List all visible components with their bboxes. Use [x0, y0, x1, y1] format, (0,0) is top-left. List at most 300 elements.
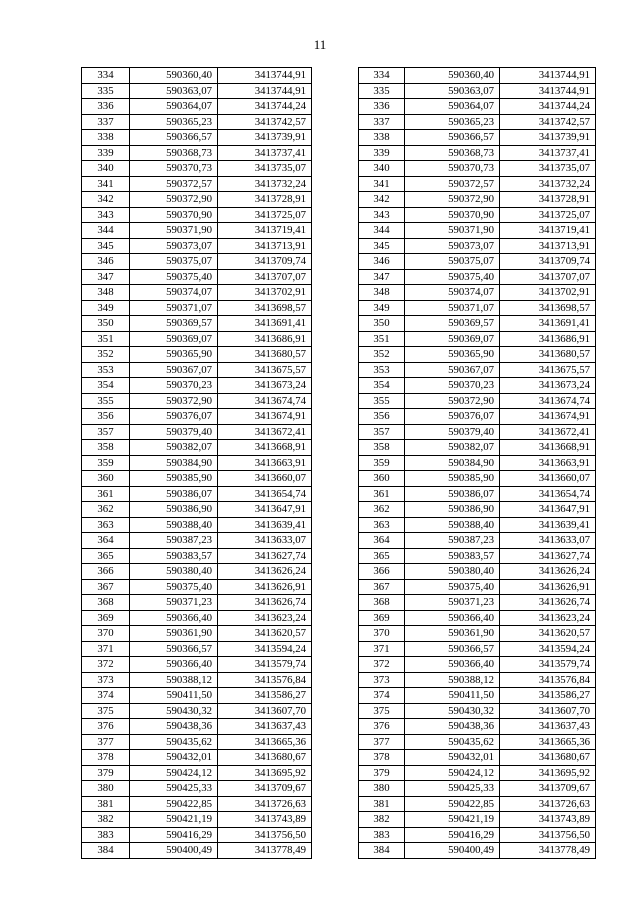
table-row	[359, 409, 596, 425]
x-coordinate-cell: 590363,07	[130, 83, 218, 99]
point-number-cell: 345	[82, 238, 130, 254]
y-coordinate-cell: 3413654,74	[500, 486, 596, 502]
table-row	[359, 657, 596, 673]
y-coordinate-cell: 3413586,27	[218, 688, 312, 704]
x-coordinate-cell: 590388,40	[405, 517, 500, 533]
y-coordinate-cell: 3413668,91	[218, 440, 312, 456]
point-number-cell: 371	[359, 641, 405, 657]
y-coordinate-cell: 3413675,57	[500, 362, 596, 378]
point-number-cell: 337	[82, 114, 130, 130]
point-number-cell: 384	[82, 843, 130, 859]
y-coordinate-cell: 3413626,91	[218, 579, 312, 595]
table-row	[82, 812, 312, 828]
table-row	[82, 471, 312, 487]
table-row	[359, 176, 596, 192]
table-row	[82, 734, 312, 750]
y-coordinate-cell: 3413709,74	[500, 254, 596, 270]
point-number-cell: 358	[359, 440, 405, 456]
x-coordinate-cell: 590360,40	[130, 68, 218, 84]
table-row	[359, 641, 596, 657]
point-number-cell: 349	[359, 300, 405, 316]
y-coordinate-cell: 3413626,24	[500, 564, 596, 580]
x-coordinate-cell: 590387,23	[130, 533, 218, 549]
x-coordinate-cell: 590438,36	[405, 719, 500, 735]
table-row	[82, 750, 312, 766]
point-number-cell: 379	[359, 765, 405, 781]
point-number-cell: 342	[82, 192, 130, 208]
point-number-cell: 384	[359, 843, 405, 859]
x-coordinate-cell: 590366,40	[405, 610, 500, 626]
table-row	[359, 626, 596, 642]
x-coordinate-cell: 590424,12	[130, 765, 218, 781]
point-number-cell: 373	[359, 672, 405, 688]
y-coordinate-cell: 3413663,91	[218, 455, 312, 471]
point-number-cell: 370	[359, 626, 405, 642]
x-coordinate-cell: 590373,07	[130, 238, 218, 254]
table-row	[82, 285, 312, 301]
point-number-cell: 374	[359, 688, 405, 704]
table-row	[82, 796, 312, 812]
y-coordinate-cell: 3413709,74	[218, 254, 312, 270]
x-coordinate-cell: 590369,57	[405, 316, 500, 332]
y-coordinate-cell: 3413674,91	[500, 409, 596, 425]
point-number-cell: 349	[82, 300, 130, 316]
x-coordinate-cell: 590369,57	[130, 316, 218, 332]
y-coordinate-cell: 3413707,07	[218, 269, 312, 285]
table-row	[359, 114, 596, 130]
point-number-cell: 367	[82, 579, 130, 595]
table-row	[82, 765, 312, 781]
page-number: 11	[313, 37, 327, 52]
table-row	[82, 719, 312, 735]
y-coordinate-cell: 3413663,91	[500, 455, 596, 471]
point-number-cell: 351	[359, 331, 405, 347]
y-coordinate-cell: 3413702,91	[500, 285, 596, 301]
x-coordinate-cell: 590376,07	[130, 409, 218, 425]
x-coordinate-cell: 590375,40	[405, 579, 500, 595]
table-row	[82, 409, 312, 425]
point-number-cell: 347	[359, 269, 405, 285]
point-number-cell: 352	[82, 347, 130, 363]
table-row	[82, 207, 312, 223]
table-row	[359, 440, 596, 456]
point-number-cell: 361	[82, 486, 130, 502]
x-coordinate-cell: 590370,90	[405, 207, 500, 223]
y-coordinate-cell: 3413744,91	[218, 68, 312, 84]
y-coordinate-cell: 3413579,74	[218, 657, 312, 673]
y-coordinate-cell: 3413713,91	[218, 238, 312, 254]
x-coordinate-cell: 590435,62	[405, 734, 500, 750]
point-number-cell: 353	[359, 362, 405, 378]
x-coordinate-cell: 590432,01	[405, 750, 500, 766]
point-number-cell: 353	[82, 362, 130, 378]
point-number-cell: 336	[359, 99, 405, 115]
table-row	[359, 719, 596, 735]
y-coordinate-cell: 3413744,91	[500, 83, 596, 99]
point-number-cell: 336	[82, 99, 130, 115]
table-row	[359, 610, 596, 626]
table-row	[359, 455, 596, 471]
x-coordinate-cell: 590371,07	[130, 300, 218, 316]
x-coordinate-cell: 590376,07	[405, 409, 500, 425]
y-coordinate-cell: 3413719,41	[218, 223, 312, 239]
x-coordinate-cell: 590379,40	[405, 424, 500, 440]
table-row	[359, 68, 596, 84]
y-coordinate-cell: 3413607,70	[500, 703, 596, 719]
table-row	[82, 254, 312, 270]
y-coordinate-cell: 3413778,49	[500, 843, 596, 859]
point-number-cell: 350	[82, 316, 130, 332]
table-row	[359, 796, 596, 812]
x-coordinate-cell: 590375,40	[130, 579, 218, 595]
point-number-cell: 334	[82, 68, 130, 84]
y-coordinate-cell: 3413654,74	[218, 486, 312, 502]
table-row	[82, 657, 312, 673]
x-coordinate-cell: 590371,90	[405, 223, 500, 239]
table-row	[359, 750, 596, 766]
y-coordinate-cell: 3413639,41	[218, 517, 312, 533]
x-coordinate-cell: 590385,90	[130, 471, 218, 487]
y-coordinate-cell: 3413709,67	[500, 781, 596, 797]
y-coordinate-cell: 3413725,07	[218, 207, 312, 223]
x-coordinate-cell: 590385,90	[405, 471, 500, 487]
point-number-cell: 377	[359, 734, 405, 750]
x-coordinate-cell: 590430,32	[405, 703, 500, 719]
table-row	[359, 579, 596, 595]
point-number-cell: 362	[82, 502, 130, 518]
table-row	[359, 672, 596, 688]
point-number-cell: 376	[82, 719, 130, 735]
x-coordinate-cell: 590372,57	[130, 176, 218, 192]
point-number-cell: 346	[82, 254, 130, 270]
table-row	[359, 827, 596, 843]
y-coordinate-cell: 3413737,41	[500, 145, 596, 161]
coordinates-table-left	[81, 67, 312, 859]
y-coordinate-cell: 3413707,07	[500, 269, 596, 285]
x-coordinate-cell: 590375,07	[405, 254, 500, 270]
y-coordinate-cell: 3413728,91	[218, 192, 312, 208]
point-number-cell: 365	[82, 548, 130, 564]
y-coordinate-cell: 3413626,24	[218, 564, 312, 580]
y-coordinate-cell: 3413695,92	[500, 765, 596, 781]
y-coordinate-cell: 3413686,91	[500, 331, 596, 347]
point-number-cell: 342	[359, 192, 405, 208]
point-number-cell: 341	[82, 176, 130, 192]
point-number-cell: 364	[82, 533, 130, 549]
table-row	[82, 362, 312, 378]
x-coordinate-cell: 590371,07	[405, 300, 500, 316]
table-row	[82, 393, 312, 409]
point-number-cell: 367	[359, 579, 405, 595]
y-coordinate-cell: 3413665,36	[218, 734, 312, 750]
table-row	[359, 254, 596, 270]
y-coordinate-cell: 3413673,24	[218, 378, 312, 394]
table-row	[82, 99, 312, 115]
y-coordinate-cell: 3413576,84	[218, 672, 312, 688]
table-row	[82, 238, 312, 254]
point-number-cell: 381	[82, 796, 130, 812]
point-number-cell: 350	[359, 316, 405, 332]
y-coordinate-cell: 3413633,07	[500, 533, 596, 549]
point-number-cell: 366	[82, 564, 130, 580]
y-coordinate-cell: 3413672,41	[500, 424, 596, 440]
x-coordinate-cell: 590387,23	[405, 533, 500, 549]
x-coordinate-cell: 590371,23	[130, 595, 218, 611]
y-coordinate-cell: 3413744,91	[500, 68, 596, 84]
table-row	[359, 734, 596, 750]
point-number-cell: 375	[359, 703, 405, 719]
x-coordinate-cell: 590366,57	[405, 130, 500, 146]
y-coordinate-cell: 3413673,24	[500, 378, 596, 394]
point-number-cell: 334	[359, 68, 405, 84]
table-row	[359, 192, 596, 208]
point-number-cell: 345	[359, 238, 405, 254]
table-row	[82, 843, 312, 859]
table-row	[359, 517, 596, 533]
y-coordinate-cell: 3413680,67	[218, 750, 312, 766]
x-coordinate-cell: 590361,90	[405, 626, 500, 642]
point-number-cell: 363	[359, 517, 405, 533]
point-number-cell: 344	[82, 223, 130, 239]
table-row	[359, 207, 596, 223]
table-row	[82, 192, 312, 208]
x-coordinate-cell: 590388,40	[130, 517, 218, 533]
y-coordinate-cell: 3413709,67	[218, 781, 312, 797]
table-row	[82, 781, 312, 797]
x-coordinate-cell: 590372,90	[405, 393, 500, 409]
x-coordinate-cell: 590370,23	[405, 378, 500, 394]
point-number-cell: 377	[82, 734, 130, 750]
x-coordinate-cell: 590371,23	[405, 595, 500, 611]
point-number-cell: 370	[82, 626, 130, 642]
y-coordinate-cell: 3413735,07	[218, 161, 312, 177]
x-coordinate-cell: 590364,07	[405, 99, 500, 115]
x-coordinate-cell: 590379,40	[130, 424, 218, 440]
y-coordinate-cell: 3413680,57	[218, 347, 312, 363]
table-row	[82, 641, 312, 657]
point-number-cell: 380	[359, 781, 405, 797]
point-number-cell: 369	[82, 610, 130, 626]
y-coordinate-cell: 3413743,89	[500, 812, 596, 828]
point-number-cell: 344	[359, 223, 405, 239]
table-row	[359, 362, 596, 378]
table-row	[82, 672, 312, 688]
x-coordinate-cell: 590372,90	[130, 393, 218, 409]
y-coordinate-cell: 3413739,91	[500, 130, 596, 146]
point-number-cell: 347	[82, 269, 130, 285]
y-coordinate-cell: 3413607,70	[218, 703, 312, 719]
table-row	[82, 688, 312, 704]
table-row	[82, 595, 312, 611]
x-coordinate-cell: 590369,07	[405, 331, 500, 347]
x-coordinate-cell: 590400,49	[130, 843, 218, 859]
x-coordinate-cell: 590386,07	[130, 486, 218, 502]
y-coordinate-cell: 3413691,41	[500, 316, 596, 332]
x-coordinate-cell: 590375,07	[130, 254, 218, 270]
y-coordinate-cell: 3413674,74	[500, 393, 596, 409]
point-number-cell: 383	[82, 827, 130, 843]
table-row	[82, 300, 312, 316]
x-coordinate-cell: 590430,32	[130, 703, 218, 719]
table-row	[82, 424, 312, 440]
y-coordinate-cell: 3413672,41	[218, 424, 312, 440]
table-row	[359, 688, 596, 704]
point-number-cell: 355	[82, 393, 130, 409]
table-row	[82, 610, 312, 626]
y-coordinate-cell: 3413744,24	[218, 99, 312, 115]
table-row	[82, 223, 312, 239]
table-row	[82, 331, 312, 347]
x-coordinate-cell: 590411,50	[130, 688, 218, 704]
y-coordinate-cell: 3413743,89	[218, 812, 312, 828]
table-row	[82, 161, 312, 177]
point-number-cell: 360	[82, 471, 130, 487]
point-number-cell: 374	[82, 688, 130, 704]
x-coordinate-cell: 590421,19	[130, 812, 218, 828]
y-coordinate-cell: 3413620,57	[218, 626, 312, 642]
x-coordinate-cell: 590365,90	[130, 347, 218, 363]
y-coordinate-cell: 3413627,74	[500, 548, 596, 564]
point-number-cell: 348	[82, 285, 130, 301]
point-number-cell: 360	[359, 471, 405, 487]
y-coordinate-cell: 3413626,74	[500, 595, 596, 611]
table-row	[359, 548, 596, 564]
x-coordinate-cell: 590416,29	[405, 827, 500, 843]
point-number-cell: 348	[359, 285, 405, 301]
x-coordinate-cell: 590388,12	[405, 672, 500, 688]
point-number-cell: 354	[359, 378, 405, 394]
y-coordinate-cell: 3413665,36	[500, 734, 596, 750]
table-row	[82, 502, 312, 518]
y-coordinate-cell: 3413778,49	[218, 843, 312, 859]
y-coordinate-cell: 3413698,57	[500, 300, 596, 316]
y-coordinate-cell: 3413737,41	[218, 145, 312, 161]
table-row	[359, 238, 596, 254]
x-coordinate-cell: 590400,49	[405, 843, 500, 859]
point-number-cell: 369	[359, 610, 405, 626]
y-coordinate-cell: 3413719,41	[500, 223, 596, 239]
y-coordinate-cell: 3413742,57	[218, 114, 312, 130]
table-row	[82, 316, 312, 332]
point-number-cell: 368	[82, 595, 130, 611]
y-coordinate-cell: 3413627,74	[218, 548, 312, 564]
y-coordinate-cell: 3413732,24	[218, 176, 312, 192]
table-row	[82, 269, 312, 285]
y-coordinate-cell: 3413647,91	[218, 502, 312, 518]
table-row	[359, 285, 596, 301]
table-row	[359, 595, 596, 611]
y-coordinate-cell: 3413594,24	[500, 641, 596, 657]
x-coordinate-cell: 590382,07	[130, 440, 218, 456]
point-number-cell: 356	[359, 409, 405, 425]
point-number-cell: 372	[82, 657, 130, 673]
x-coordinate-cell: 590383,57	[405, 548, 500, 564]
point-number-cell: 366	[359, 564, 405, 580]
point-number-cell: 376	[359, 719, 405, 735]
x-coordinate-cell: 590366,40	[130, 657, 218, 673]
y-coordinate-cell: 3413756,50	[218, 827, 312, 843]
table-row	[359, 781, 596, 797]
x-coordinate-cell: 590380,40	[405, 564, 500, 580]
table-row	[359, 765, 596, 781]
point-number-cell: 343	[82, 207, 130, 223]
y-coordinate-cell: 3413680,67	[500, 750, 596, 766]
table-row	[82, 440, 312, 456]
point-number-cell: 337	[359, 114, 405, 130]
table-row	[82, 176, 312, 192]
point-number-cell: 338	[82, 130, 130, 146]
y-coordinate-cell: 3413695,92	[218, 765, 312, 781]
point-number-cell: 354	[82, 378, 130, 394]
y-coordinate-cell: 3413576,84	[500, 672, 596, 688]
point-number-cell: 339	[359, 145, 405, 161]
x-coordinate-cell: 590370,23	[130, 378, 218, 394]
point-number-cell: 346	[359, 254, 405, 270]
y-coordinate-cell: 3413744,24	[500, 99, 596, 115]
x-coordinate-cell: 590372,90	[130, 192, 218, 208]
table-row	[82, 533, 312, 549]
x-coordinate-cell: 590364,07	[130, 99, 218, 115]
point-number-cell: 335	[82, 83, 130, 99]
point-number-cell: 378	[82, 750, 130, 766]
x-coordinate-cell: 590421,19	[405, 812, 500, 828]
point-number-cell: 355	[359, 393, 405, 409]
x-coordinate-cell: 590383,57	[130, 548, 218, 564]
table-row	[82, 68, 312, 84]
y-coordinate-cell: 3413686,91	[218, 331, 312, 347]
table-gap	[311, 67, 358, 852]
table-row	[82, 83, 312, 99]
table-row	[82, 517, 312, 533]
y-coordinate-cell: 3413726,63	[218, 796, 312, 812]
table-row	[359, 347, 596, 363]
point-number-cell: 364	[359, 533, 405, 549]
point-number-cell: 358	[82, 440, 130, 456]
point-number-cell: 383	[359, 827, 405, 843]
table-row	[359, 378, 596, 394]
y-coordinate-cell: 3413680,57	[500, 347, 596, 363]
y-coordinate-cell: 3413674,74	[218, 393, 312, 409]
x-coordinate-cell: 590368,73	[405, 145, 500, 161]
x-coordinate-cell: 590386,90	[405, 502, 500, 518]
point-number-cell: 379	[82, 765, 130, 781]
table-row	[359, 703, 596, 719]
y-coordinate-cell: 3413698,57	[218, 300, 312, 316]
x-coordinate-cell: 590367,07	[130, 362, 218, 378]
table-row	[359, 130, 596, 146]
y-coordinate-cell: 3413647,91	[500, 502, 596, 518]
point-number-cell: 341	[359, 176, 405, 192]
table-row	[359, 502, 596, 518]
x-coordinate-cell: 590382,07	[405, 440, 500, 456]
table-row	[359, 533, 596, 549]
y-coordinate-cell: 3413660,07	[500, 471, 596, 487]
x-coordinate-cell: 590365,23	[405, 114, 500, 130]
x-coordinate-cell: 590388,12	[130, 672, 218, 688]
table-row	[82, 114, 312, 130]
x-coordinate-cell: 590372,57	[405, 176, 500, 192]
x-coordinate-cell: 590365,23	[130, 114, 218, 130]
table-row	[82, 626, 312, 642]
x-coordinate-cell: 590373,07	[405, 238, 500, 254]
x-coordinate-cell: 590369,07	[130, 331, 218, 347]
point-number-cell: 382	[359, 812, 405, 828]
point-number-cell: 382	[82, 812, 130, 828]
x-coordinate-cell: 590366,57	[405, 641, 500, 657]
x-coordinate-cell: 590435,62	[130, 734, 218, 750]
x-coordinate-cell: 590374,07	[130, 285, 218, 301]
y-coordinate-cell: 3413633,07	[218, 533, 312, 549]
